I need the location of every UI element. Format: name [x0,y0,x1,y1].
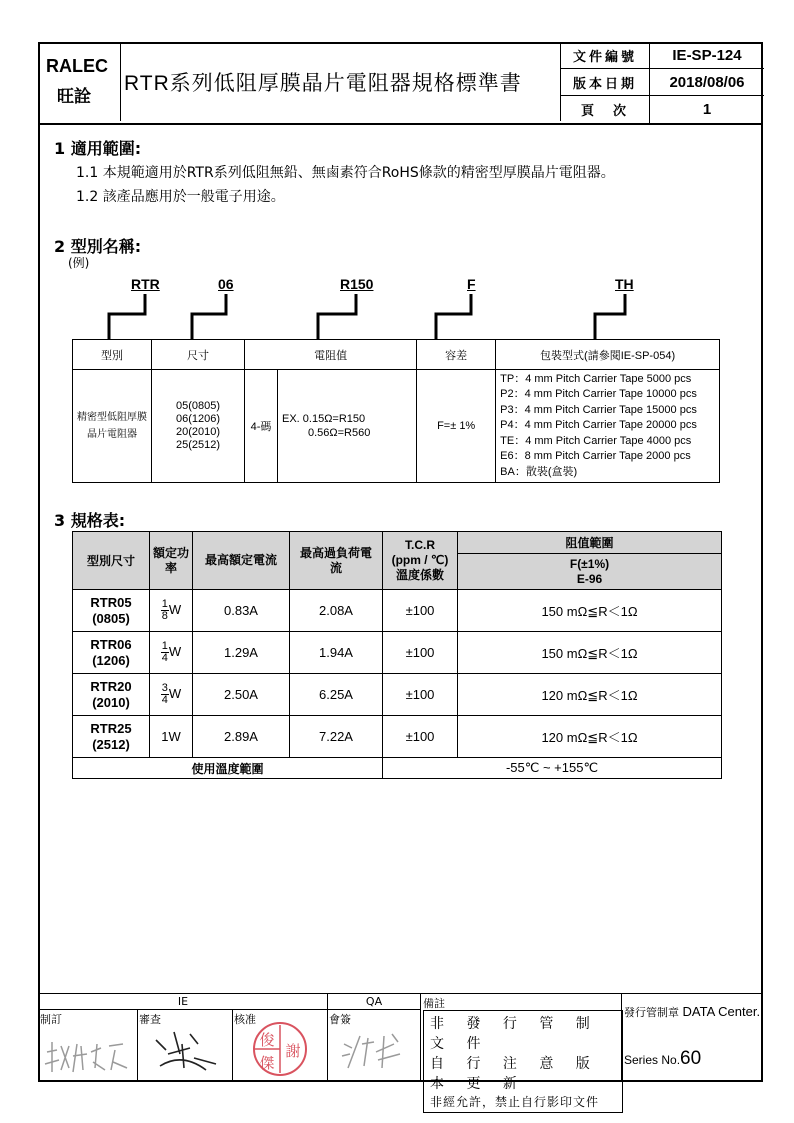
range-cell: 150 mΩ≦R＜1Ω [458,632,722,674]
current-cell: 0.83A [193,590,290,632]
power-unit: W [168,601,182,617]
seal-char-2: 謝 [285,1042,301,1060]
th-tcr-1: T.C.R [405,538,435,552]
packaging-item: BA：散裝(盒裝) [500,465,578,478]
type-description: 精密型低阻厚膜晶片電阻器 [73,370,152,483]
model-name: RTR06 [90,636,132,652]
table-row [73,632,722,674]
not-controlled-3: 非經允許，禁止自行影印文件 [430,1095,600,1109]
overload-cell: 7.22A [290,716,383,758]
current-cell: 2.89A [193,716,290,758]
th-size: 尺寸 [152,340,245,370]
data-center: DATA Center. [682,1004,761,1019]
power-unit: W [168,643,182,659]
power-cell [150,590,193,632]
th-resistance: 電阻值 [245,340,417,370]
section-3-heading: 3 規格表: [54,511,126,530]
not-controlled-2: 自 行 注 意 版 本 更 新 [430,1056,599,1092]
overload-cell: 6.25A [290,674,383,716]
seal-char-3: 傑 [259,1054,275,1072]
type-designation-table [72,339,720,483]
overload-cell: 1.94A [290,632,383,674]
seal-char-1: 俊 [259,1031,275,1049]
approval-seal [245,1020,315,1078]
stamp-cell [622,994,763,1082]
current-cell: 1.29A [193,632,290,674]
size-item: 25(2512) [175,439,221,451]
signature-maker [43,1032,133,1080]
tolerance-value: F=± 1% [417,370,496,483]
review-label: 審查 [139,1013,161,1026]
denominator: 8 [161,610,168,622]
signature-cosigner [334,1024,414,1076]
meta-label: 頁 次 [561,96,650,123]
numerator: 3 [161,682,168,694]
model-cell [73,716,150,758]
tcr-cell: ±100 [383,716,458,758]
series-number: 60 [680,1048,702,1069]
numerator: 1 [161,598,168,610]
meta-value: 2018/08/06 [669,73,745,91]
ie-label: IE [39,994,328,1010]
th-model: 型別尺寸 [73,532,150,590]
th-current: 最高額定電流 [193,532,290,590]
tcr-cell: ±100 [383,674,458,716]
remark-cell [421,994,622,1109]
series-line [624,1048,701,1070]
company-name-zh: 旺詮 [57,87,91,107]
th-tcr-2: (ppm / ℃) [391,553,449,567]
model-cell [73,674,150,716]
qa-label: QA [328,994,421,1010]
packaging-item: E6：8 mm Pitch Carrier Tape 2000 pcs [500,450,691,463]
model-name: RTR20 [90,678,132,694]
approve-cell [233,1010,328,1082]
packaging-list [496,370,720,483]
model-size: (0805) [92,610,130,626]
packaging-item: P4：4 mm Pitch Carrier Tape 20000 pcs [500,419,697,432]
stamp-label: 發行管制章 [624,1006,679,1019]
th-series: E-96 [576,571,603,586]
th-range-tolerance [458,554,722,590]
example-label: (例) [68,256,90,270]
packaging-item: TP：4 mm Pitch Carrier Tape 5000 pcs [500,372,692,385]
section-2-heading: 2 型別名稱: [54,237,142,256]
temp-range-label: 使用溫度範圍 [73,758,383,779]
approval-footer [38,993,763,1109]
sign-cell [328,1010,421,1082]
power-cell [150,632,193,674]
th-power: 額定功率 [150,532,193,590]
size-item: 05(0805) [175,400,221,412]
power-cell: 1W [150,716,193,758]
packaging-item: TE：4 mm Pitch Carrier Tape 4000 pcs [500,434,692,447]
power-fraction [161,641,169,664]
power-unit: W [168,685,182,701]
made-label: 制訂 [40,1013,62,1026]
packaging-item: P2：4 mm Pitch Carrier Tape 10000 pcs [500,388,697,401]
made-cell [39,1010,138,1082]
packaging-item: P3：4 mm Pitch Carrier Tape 15000 pcs [500,403,697,416]
meta-label: 文件編號 [561,42,650,68]
spec-table [72,531,722,779]
remark-label: 備註 [423,997,445,1010]
meta-label: 版本日期 [561,69,650,95]
model-cell [73,590,150,632]
model-size: (2512) [92,736,130,752]
series-label: Series No. [624,1053,681,1067]
current-cell: 2.50A [193,674,290,716]
code-connector-lines [0,0,794,360]
power-cell [150,674,193,716]
th-type: 型別 [73,340,152,370]
power-fraction [161,599,169,622]
range-cell: 120 mΩ≦R＜1Ω [458,674,722,716]
sign-label: 會簽 [329,1013,351,1026]
code-size: 06 [218,276,234,292]
resistance-code: 4-碼 [245,370,278,483]
th-packaging: 包裝型式(請參閱IE-SP-054) [496,340,720,370]
model-size: (2010) [92,694,130,710]
th-tolerance: 容差 [417,340,496,370]
denominator: 4 [161,652,168,664]
model-name: RTR25 [90,720,132,736]
model-name: RTR05 [90,594,132,610]
section-1-line-2: 1.2 該產品應用於一般電子用途。 [76,189,285,205]
approve-label: 核准 [234,1013,256,1026]
table-row [73,590,722,632]
code-packaging: TH [615,276,634,292]
table-row [73,758,722,779]
company-name-en: RALEC [46,56,108,76]
document-title: RTR系列低阻厚膜晶片電阻器規格標準書 [124,72,522,95]
range-cell: 120 mΩ≦R＜1Ω [458,716,722,758]
table-row [73,674,722,716]
meta-value: 1 [702,101,712,118]
tcr-cell: ±100 [383,632,458,674]
review-cell [138,1010,233,1082]
th-tcr [383,532,458,590]
overload-cell: 2.08A [290,590,383,632]
th-tol: F(±1%) [569,556,610,571]
code-type: RTR [131,276,160,292]
res-example-1: EX. 0.15Ω=R150 [282,413,366,425]
tcr-cell: ±100 [383,590,458,632]
th-range: 阻值範圍 [458,532,722,554]
meta-value: IE-SP-124 [672,46,742,64]
res-example-2: 0.56Ω=R560 [308,427,371,439]
code-resistance: R150 [340,276,374,292]
section-1-heading: 1 適用範圍: [54,139,142,158]
stamp-line [624,1004,760,1020]
denominator: 4 [161,694,168,706]
size-item: 06(1206) [175,413,221,425]
resistance-example [278,370,417,483]
model-cell [73,632,150,674]
th-tcr-3: 溫度係數 [395,568,444,582]
not-controlled-1: 非 發 行 管 制 文 件 [430,1016,599,1052]
temp-range-value: -55℃ ~ +155℃ [383,758,722,779]
power-fraction [161,683,169,706]
not-controlled-box [423,1010,623,1113]
model-size: (1206) [92,652,130,668]
section-1-line-1: 1.1 本規範適用於RTR系列低阻無鉛、無鹵素符合RoHS條款的精密型厚膜晶片電阻器。 [76,165,615,181]
numerator: 1 [161,640,168,652]
th-overload: 最高過負荷電流 [290,532,383,590]
range-cell: 150 mΩ≦R＜1Ω [458,590,722,632]
signature-reviewer [146,1024,226,1076]
code-tolerance: F [467,276,476,292]
size-item: 20(2010) [175,426,221,438]
table-row [73,716,722,758]
size-list [152,370,245,483]
